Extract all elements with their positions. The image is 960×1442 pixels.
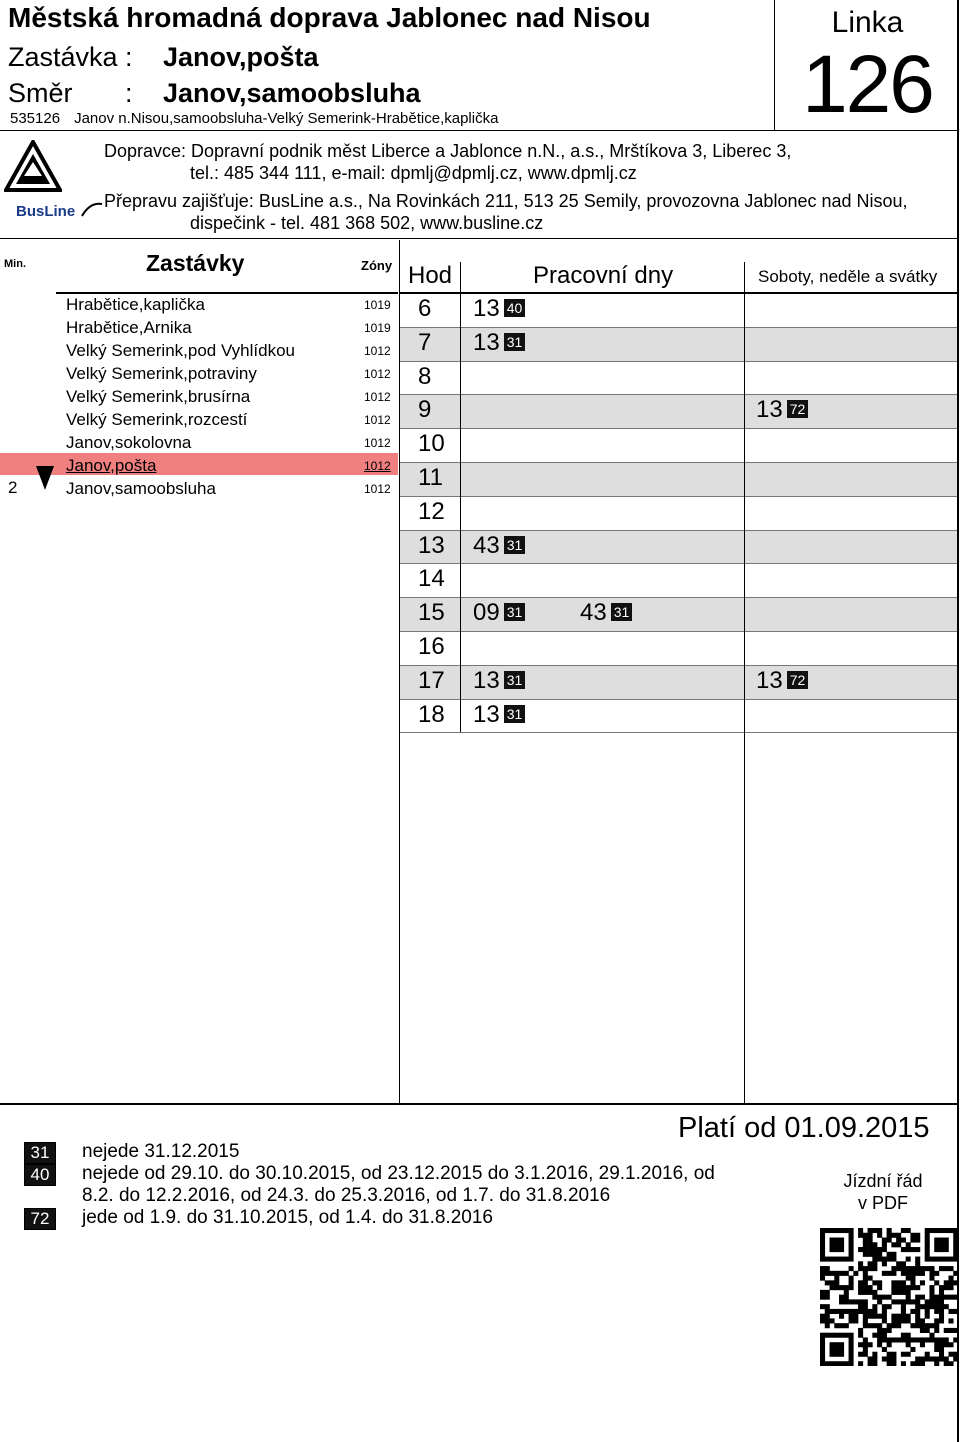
pdf-line1: Jízdní řád xyxy=(843,1171,923,1191)
minute-value: 2 xyxy=(8,478,18,497)
row-divider xyxy=(400,732,957,733)
busline-logo-text: BusLine xyxy=(16,203,76,220)
stop-name: Hrabětice,kaplička xyxy=(66,295,205,314)
dpmlj-logo-icon xyxy=(4,140,62,192)
subcontractor-line2: dispečink - tel. 481 368 502, www.busline.cz xyxy=(190,213,544,233)
hour-cell: 17 xyxy=(418,666,445,694)
min-header: Min. xyxy=(4,258,26,270)
zones-header: Zóny xyxy=(361,258,393,273)
stop-zone: 1019 xyxy=(364,298,391,312)
departure-note-badge: 72 xyxy=(787,400,809,418)
stop-name: Janov,sokolovna xyxy=(66,433,192,452)
workday-departure xyxy=(473,667,525,695)
workday-departure xyxy=(473,532,525,560)
stop-zone: 1012 xyxy=(364,459,391,473)
stop-zone: 1012 xyxy=(364,413,391,427)
timetable-row xyxy=(400,632,957,665)
departure-minute: 13 xyxy=(473,328,500,356)
note-code-badge: 31 xyxy=(24,1142,56,1164)
hour-cell: 14 xyxy=(418,565,445,593)
route-code: 535126 xyxy=(10,110,61,127)
line-label: Linka xyxy=(831,6,904,39)
departure-minute: 13 xyxy=(473,700,500,728)
footer-divider xyxy=(0,1103,958,1105)
departure-minute: 09 xyxy=(473,599,500,627)
operator-line1: Dopravce: Dopravní podnik měst Liberce a Jablonce n.N., a.s., Mrštíkova 3, Liberec 3, xyxy=(104,141,792,161)
line-number: 126 xyxy=(802,39,933,130)
qr-code-icon[interactable] xyxy=(820,1228,958,1366)
route-code-row xyxy=(10,110,498,127)
workday-departure xyxy=(473,329,525,357)
workday-header: Pracovní dny xyxy=(533,262,674,289)
weekend-departure xyxy=(756,667,808,695)
departure-minute: 13 xyxy=(473,666,500,694)
operator-line2: tel.: 485 344 111, e-mail: dpmlj@dpmlj.cz, www.dpmlj.cz xyxy=(190,163,637,183)
arrow-down-icon xyxy=(34,464,56,492)
stop-zone: 1012 xyxy=(364,367,391,381)
hour-header: Hod xyxy=(408,262,453,289)
stop-zone: 1012 xyxy=(364,344,391,358)
stop-value: Janov,pošta xyxy=(163,42,319,72)
workday-departure xyxy=(580,599,632,627)
departure-minute: 13 xyxy=(756,396,783,424)
timetable-row xyxy=(400,395,957,428)
note-text: nejede 31.12.2015 xyxy=(82,1141,240,1162)
hour-cell: 10 xyxy=(418,430,445,458)
stop-zone: 1012 xyxy=(364,482,391,496)
hour-cell: 6 xyxy=(418,295,432,322)
departure-note-badge: 40 xyxy=(504,299,526,317)
departure-minute: 43 xyxy=(580,599,607,627)
hour-cell: 18 xyxy=(418,700,445,728)
hour-cell: 9 xyxy=(418,396,432,424)
stop-name: Velký Semerink,potraviny xyxy=(66,364,257,383)
departure-note-badge: 31 xyxy=(504,603,526,621)
page-title: Městská hromadná doprava Jablonec nad Nisou xyxy=(8,2,651,33)
carrier-divider xyxy=(0,238,958,239)
departure-note-badge: 72 xyxy=(787,671,809,689)
stop-name: Velký Semerink,pod Vyhlídkou xyxy=(66,341,295,360)
stop-name: Hrabětice,Arnika xyxy=(66,318,192,337)
note-code-badge: 40 xyxy=(24,1164,56,1186)
stop-zone: 1019 xyxy=(364,321,391,335)
stops-timetable-divider xyxy=(399,240,400,1104)
timetable-row xyxy=(400,362,957,395)
stop-name: Janov,samoobsluha xyxy=(66,479,216,498)
busline-logo xyxy=(16,200,104,221)
stop-name: Velký Semerink,rozcestí xyxy=(66,410,248,429)
timetable-row xyxy=(400,564,957,597)
timetable-row xyxy=(400,463,957,496)
note-text: nejede od 29.10. do 30.10.2015, od 23.12.2015 do 3.1.2016, 29.1.2016, od xyxy=(82,1163,715,1184)
pdf-link[interactable] xyxy=(820,1170,946,1214)
right-border xyxy=(957,0,959,1442)
direction-label: Směr : xyxy=(8,78,133,108)
note-code-badge: 72 xyxy=(24,1208,56,1230)
stops-header: Zastávky xyxy=(146,250,245,276)
workday-departure xyxy=(473,701,525,729)
stop-row xyxy=(8,42,319,73)
hour-cell: 12 xyxy=(418,497,445,525)
departure-note-badge: 31 xyxy=(504,333,526,351)
note-text: jede od 1.9. do 31.10.2015, od 1.4. do 31.8.2016 xyxy=(82,1207,493,1228)
timetable-row xyxy=(400,497,957,530)
hour-cell: 13 xyxy=(418,531,445,559)
workday-departure xyxy=(473,599,525,627)
workday-departure xyxy=(473,295,525,323)
valid-from: Platí od 01.09.2015 xyxy=(678,1112,930,1144)
stop-zone: 1012 xyxy=(364,390,391,404)
departure-minute: 13 xyxy=(473,295,500,322)
departure-note-badge: 31 xyxy=(611,603,633,621)
hour-cell: 7 xyxy=(418,328,432,356)
current-stop-highlight xyxy=(0,453,398,475)
weekend-divider xyxy=(744,262,745,1104)
direction-row xyxy=(8,78,421,109)
departure-note-badge: 31 xyxy=(504,671,526,689)
stop-name: Janov,pošta xyxy=(66,456,157,475)
hour-cell: 15 xyxy=(418,599,445,627)
subcontractor-line1: Přepravu zajišťuje: BusLine a.s., Na Rovinkách 211, 513 25 Semily, provozovna Jablonec nad Nisou, xyxy=(104,191,908,211)
weekend-departure xyxy=(756,396,808,424)
departure-minute: 43 xyxy=(473,531,500,559)
hour-cell: 8 xyxy=(418,362,432,390)
hour-divider xyxy=(460,262,461,732)
timetable-row xyxy=(400,429,957,462)
note-text-continued: 8.2. do 12.2.2016, od 24.3. do 25.3.2016, od 1.7. do 31.8.2016 xyxy=(82,1185,611,1206)
pdf-line2: v PDF xyxy=(857,1193,908,1213)
stops-header-underline xyxy=(56,292,398,294)
departure-note-badge: 31 xyxy=(504,536,526,554)
departure-minute: 13 xyxy=(756,666,783,694)
stop-zone: 1012 xyxy=(364,436,391,450)
route-description: Janov n.Nisou,samoobsluha-Velký Semerink-Hrabětice,kaplička xyxy=(74,110,499,127)
busline-swoosh-icon xyxy=(80,200,104,220)
hour-cell: 16 xyxy=(418,633,445,660)
direction-value: Janov,samoobsluha xyxy=(163,78,421,108)
departure-note-badge: 31 xyxy=(504,705,526,723)
stop-name: Velký Semerink,brusírna xyxy=(66,387,251,406)
stop-label: Zastávka : xyxy=(8,42,133,72)
hour-cell: 11 xyxy=(418,464,443,491)
weekend-header: Soboty, neděle a svátky xyxy=(758,267,938,286)
